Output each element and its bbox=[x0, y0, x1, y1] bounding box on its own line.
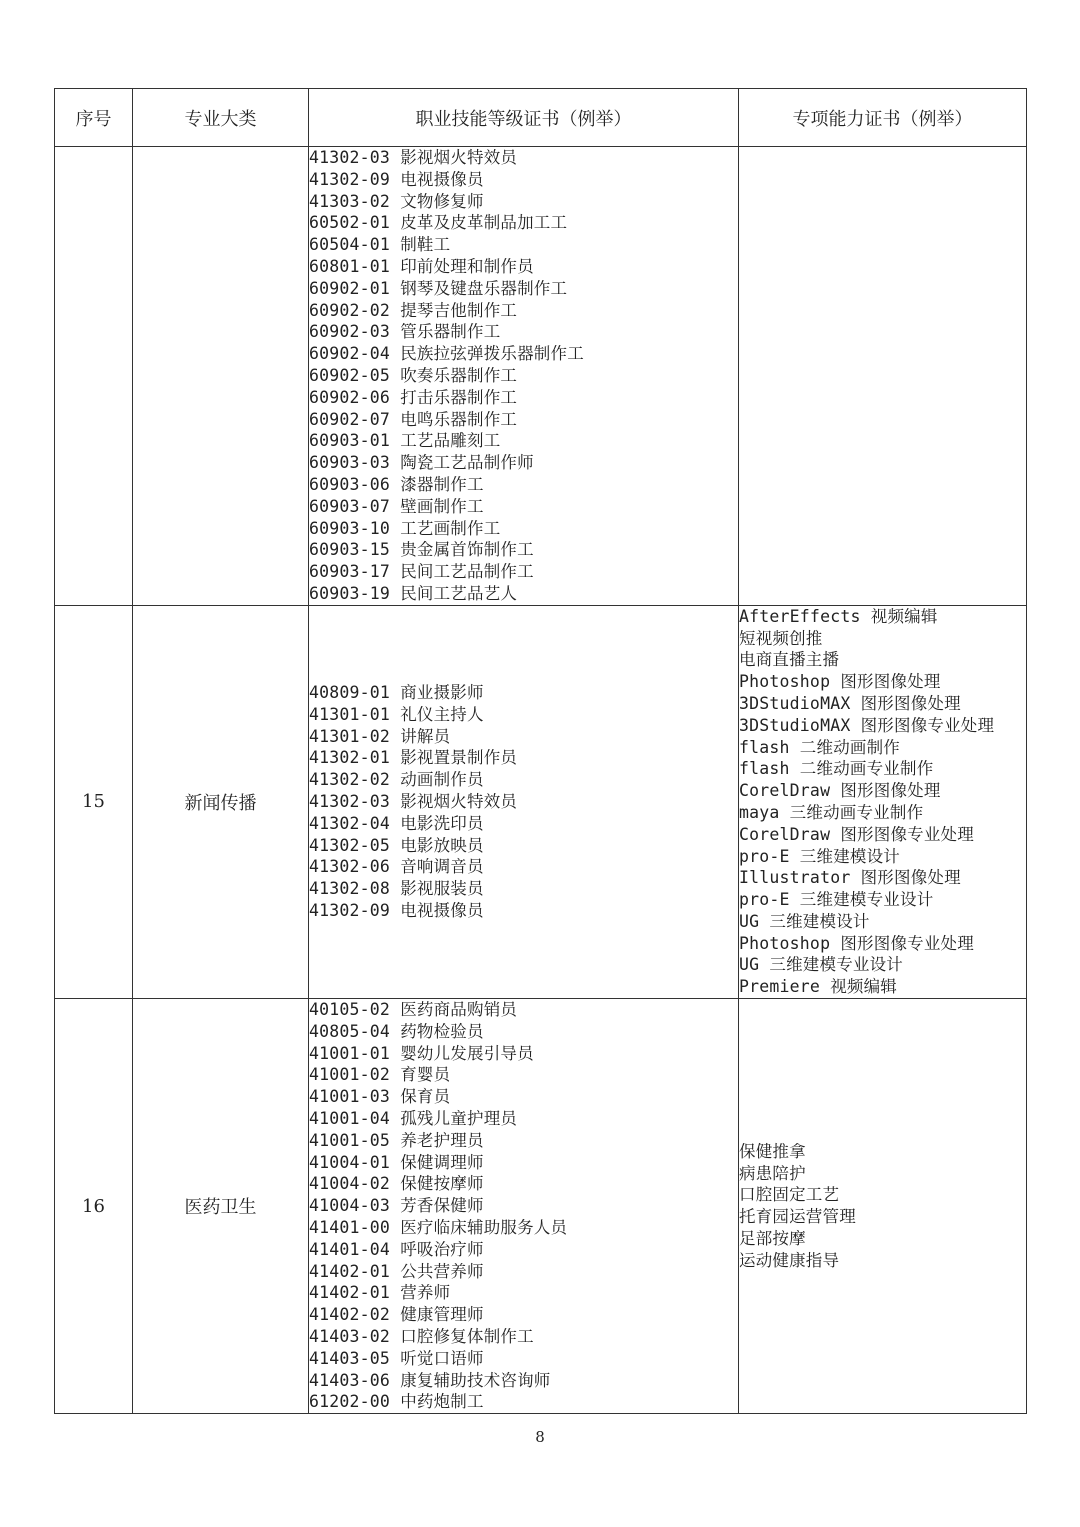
cert-item: 60903-07 壁画制作工 bbox=[309, 496, 484, 516]
special-cert-list bbox=[739, 1141, 1026, 1272]
cert-item: 40105-02 医药商品购销员 bbox=[309, 1000, 518, 1020]
cert-item: 41302-01 影视置景制作员 bbox=[309, 748, 518, 768]
cert-item: maya 三维动画专业制作 bbox=[739, 802, 924, 822]
special-cert-list bbox=[739, 606, 1026, 998]
cert-item: AfterEffects 视频编辑 bbox=[739, 606, 938, 626]
cert-item: 60903-03 陶瓷工艺品制作师 bbox=[309, 453, 534, 473]
cert-item: 保健推拿 bbox=[739, 1141, 806, 1161]
special-cert-cell bbox=[739, 999, 1027, 1414]
header-vocational-certificates: 职业技能等级证书（例举） bbox=[309, 89, 739, 147]
cert-item: 60903-06 漆器制作工 bbox=[309, 474, 484, 494]
header-special-ability-certificates: 专项能力证书（例举） bbox=[739, 89, 1027, 147]
cert-item: 41001-02 育婴员 bbox=[309, 1065, 451, 1085]
cert-item: 60902-06 打击乐器制作工 bbox=[309, 387, 518, 407]
cert-item: 41402-02 健康管理师 bbox=[309, 1305, 484, 1325]
cert-item: 61202-00 中药炮制工 bbox=[309, 1392, 484, 1412]
header-serial: 序号 bbox=[55, 89, 133, 147]
cert-item: 41302-09 电视摄像员 bbox=[309, 169, 484, 189]
cert-item: 60902-02 提琴吉他制作工 bbox=[309, 300, 518, 320]
cert-item: 41004-03 芳香保健师 bbox=[309, 1196, 484, 1216]
cert-item: 41004-01 保健调理师 bbox=[309, 1152, 484, 1172]
page-number: 8 bbox=[535, 1428, 545, 1446]
cert-item: 41402-01 公共营养师 bbox=[309, 1261, 484, 1281]
vocational-cert-cell bbox=[309, 147, 739, 606]
vocational-cert-cell bbox=[309, 605, 739, 998]
cert-item: 40805-04 药物检验员 bbox=[309, 1021, 484, 1041]
cert-item: 41302-03 影视烟火特效员 bbox=[309, 148, 518, 167]
cert-item: Illustrator 图形图像处理 bbox=[739, 868, 961, 888]
cert-item: 41302-08 影视服装员 bbox=[309, 879, 484, 899]
cert-item: 41403-02 口腔修复体制作工 bbox=[309, 1327, 534, 1347]
cert-item: pro-E 三维建模设计 bbox=[739, 846, 901, 866]
cert-item: 41004-02 保健按摩师 bbox=[309, 1174, 484, 1194]
cert-item: 41001-05 养老护理员 bbox=[309, 1130, 484, 1150]
cert-item: Photoshop 图形图像处理 bbox=[739, 672, 941, 692]
cert-item: 41302-02 动画制作员 bbox=[309, 770, 484, 790]
cert-item: 41401-04 呼吸治疗师 bbox=[309, 1239, 484, 1259]
cert-item: 60903-10 工艺画制作工 bbox=[309, 518, 501, 538]
cert-item: 60903-19 民间工艺品艺人 bbox=[309, 583, 518, 603]
cert-item: 短视频创推 bbox=[739, 628, 823, 648]
cert-item: 41001-01 婴幼儿发展引导员 bbox=[309, 1043, 534, 1063]
cert-item: 60903-15 贵金属首饰制作工 bbox=[309, 540, 534, 560]
cert-item: 运动健康指导 bbox=[739, 1250, 840, 1270]
cert-item: 41402-01 营养师 bbox=[309, 1283, 451, 1303]
cert-item: 60504-01 制鞋工 bbox=[309, 235, 451, 255]
table-row bbox=[55, 605, 1027, 998]
table-header-row bbox=[55, 89, 1027, 147]
cert-item: 电商直播主播 bbox=[739, 650, 840, 670]
cert-item: 41302-03 影视烟火特效员 bbox=[309, 792, 518, 811]
special-cert-cell bbox=[739, 605, 1027, 998]
vocational-cert-list bbox=[309, 147, 738, 605]
header-major-category: 专业大类 bbox=[133, 89, 309, 147]
cert-item: flash 二维动画专业制作 bbox=[739, 759, 934, 779]
cert-item: 3DStudioMAX 图形图像专业处理 bbox=[739, 715, 995, 735]
cert-item: 41001-03 保育员 bbox=[309, 1087, 451, 1107]
cert-item: Premiere 视频编辑 bbox=[739, 977, 898, 997]
special-cert-cell bbox=[739, 147, 1027, 606]
cert-item: 足部按摩 bbox=[739, 1228, 806, 1248]
table-row bbox=[55, 147, 1027, 606]
row-category bbox=[133, 147, 309, 606]
table-row bbox=[55, 999, 1027, 1414]
cert-item: 41403-06 康复辅助技术咨询师 bbox=[309, 1370, 551, 1390]
cert-item: 口腔固定工艺 bbox=[739, 1185, 840, 1205]
row-serial: 16 bbox=[55, 999, 133, 1414]
row-serial bbox=[55, 147, 133, 606]
cert-item: 41001-04 孤残儿童护理员 bbox=[309, 1109, 518, 1129]
vocational-cert-list bbox=[309, 682, 738, 922]
certificate-table bbox=[54, 88, 1027, 1414]
row-serial: 15 bbox=[55, 605, 133, 998]
cert-item: 41401-00 医疗临床辅助服务人员 bbox=[309, 1218, 568, 1238]
cert-item: 3DStudioMAX 图形图像处理 bbox=[739, 693, 961, 713]
cert-item: 60902-04 民族拉弦弹拨乐器制作工 bbox=[309, 344, 584, 364]
cert-item: 60801-01 印前处理和制作员 bbox=[309, 256, 534, 276]
vocational-cert-cell bbox=[309, 999, 739, 1414]
row-category: 医药卫生 bbox=[133, 999, 309, 1414]
cert-item: 41301-01 礼仪主持人 bbox=[309, 704, 484, 724]
cert-item: 60902-03 管乐器制作工 bbox=[309, 322, 501, 342]
cert-item: 40809-01 商业摄影师 bbox=[309, 683, 484, 703]
cert-item: pro-E 三维建模专业设计 bbox=[739, 890, 934, 910]
cert-item: CorelDraw 图形图像处理 bbox=[739, 781, 941, 801]
cert-item: 病患陪护 bbox=[739, 1163, 806, 1183]
cert-item: 60902-07 电鸣乐器制作工 bbox=[309, 409, 518, 429]
cert-item: flash 二维动画制作 bbox=[739, 737, 901, 757]
cert-item: UG 三维建模设计 bbox=[739, 911, 870, 931]
cert-item: 60902-01 钢琴及键盘乐器制作工 bbox=[309, 278, 568, 298]
cert-item: 41302-04 电影洗印员 bbox=[309, 813, 484, 833]
cert-item: UG 三维建模专业设计 bbox=[739, 955, 904, 975]
cert-item: 60902-05 吹奏乐器制作工 bbox=[309, 365, 518, 385]
cert-item: CorelDraw 图形图像专业处理 bbox=[739, 824, 974, 844]
cert-item: 60502-01 皮革及皮革制品加工工 bbox=[309, 213, 568, 233]
cert-item: Photoshop 图形图像专业处理 bbox=[739, 933, 974, 953]
cert-item: 托育园运营管理 bbox=[739, 1207, 856, 1227]
row-category: 新闻传播 bbox=[133, 605, 309, 998]
cert-item: 41301-02 讲解员 bbox=[309, 726, 451, 746]
cert-item: 41302-06 音响调音员 bbox=[309, 857, 484, 877]
cert-item: 41302-05 电影放映员 bbox=[309, 835, 484, 855]
vocational-cert-list bbox=[309, 999, 738, 1413]
cert-item: 60903-01 工艺品雕刻工 bbox=[309, 431, 501, 451]
cert-item: 60903-17 民间工艺品制作工 bbox=[309, 562, 534, 582]
cert-item: 41303-02 文物修复师 bbox=[309, 191, 484, 211]
cert-item: 41302-09 电视摄像员 bbox=[309, 900, 484, 920]
cert-item: 41403-05 听觉口语师 bbox=[309, 1348, 484, 1368]
